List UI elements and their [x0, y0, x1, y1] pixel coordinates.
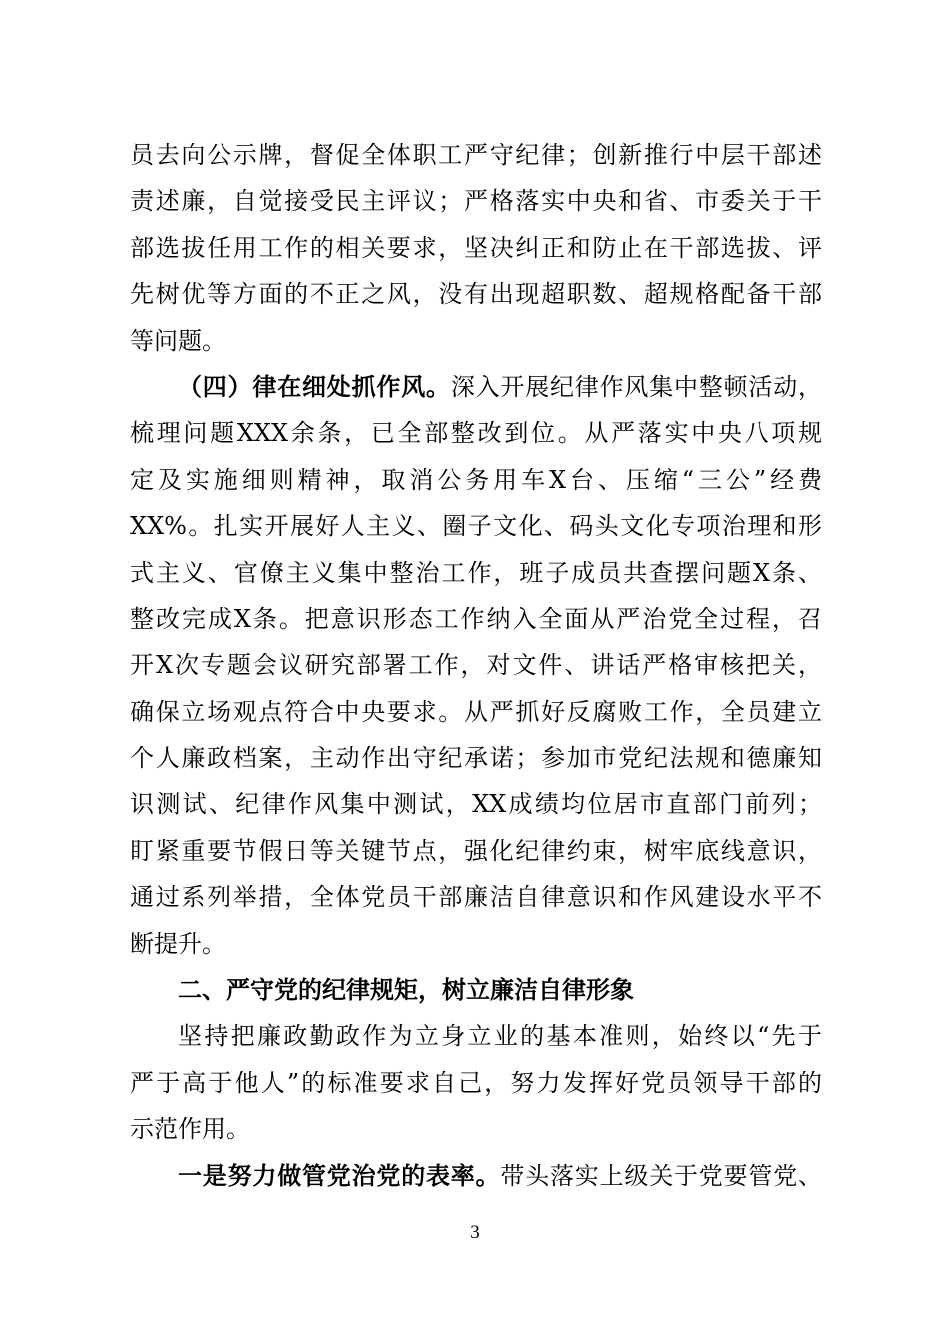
text-line: 梳理问题XXX余条，已全部整改到位。从严落实中央八项规 — [130, 419, 822, 448]
text-line: 确保立场观点符合中央要求。从严抓好反腐败工作，全员建立 — [130, 697, 822, 726]
text-line: 示范作用。 — [130, 1115, 250, 1144]
text-line: 盯紧重要节假日等关键节点，强化纪律约束，树牢底线意识， — [130, 836, 822, 865]
section-heading: 二、严守党的纪律规矩，树立廉洁自律形象 — [178, 976, 634, 1005]
paragraph-discipline-supervision — [130, 132, 822, 364]
text-line: 先树优等方面的不正之风，没有出现超职数、超规格配备干部 — [130, 280, 822, 309]
paragraph-work-style — [130, 364, 822, 967]
document-body — [130, 132, 822, 1199]
text-line — [130, 364, 822, 410]
text-line: XX%。扎实开展好人主义、圈子文化、码头文化专项治理和形 — [130, 512, 822, 541]
text-line: 断提升。 — [130, 929, 226, 958]
text-line: 部选拔任用工作的相关要求，坚决纠正和防止在干部选拔、评 — [130, 233, 822, 262]
text-line: 等问题。 — [130, 326, 226, 355]
text-line: 定及实施细则精神，取消公务用车X台、压缩“三公”经费 — [130, 465, 822, 494]
text-line: 式主义、官僚主义集中整治工作，班子成员共查摆问题X条、 — [130, 558, 822, 587]
point-lead: 一是努力做管党治党的表率。 — [178, 1161, 501, 1190]
section-subheading: （四）律在细处抓作风。 — [178, 372, 451, 401]
text-run: 深入开展纪律作风集中整顿活动， — [450, 372, 823, 401]
text-line: 开X次专题会议研究部署工作，对文件、讲话严格审核把关， — [130, 651, 822, 680]
text-line — [130, 1153, 822, 1199]
paragraph-self-discipline — [130, 1013, 822, 1152]
text-line: 严于高于他人”的标准要求自己，努力发挥好党员领导干部的 — [130, 1068, 822, 1097]
page-number: 3 — [470, 1222, 480, 1243]
text-line: 员去向公示牌，督促全体职工严守纪律；创新推行中层干部述 — [130, 141, 822, 169]
paragraph-party-governance — [130, 1153, 822, 1199]
text-line: 整改完成X条。把意识形态工作纳入全面从严治党全过程，召 — [130, 604, 822, 633]
text-line: 识测试、纪律作风集中测试，XX成绩均位居市直部门前列； — [130, 790, 822, 819]
text-line: 坚持把廉政勤政作为立身立业的基本准则，始终以“先于 — [178, 1022, 822, 1051]
text-line: 通过系列举措，全体党员干部廉洁自律意识和作风建设水平不 — [130, 883, 822, 912]
text-line: 个人廉政档案，主动作出守纪承诺；参加市党纪法规和德廉知 — [130, 744, 822, 773]
text-line: 责述廉，自觉接受民主评议；严格落实中央和省、市委关于干 — [130, 187, 822, 216]
text-run: 带头落实上级关于党要管党、 — [500, 1161, 823, 1190]
